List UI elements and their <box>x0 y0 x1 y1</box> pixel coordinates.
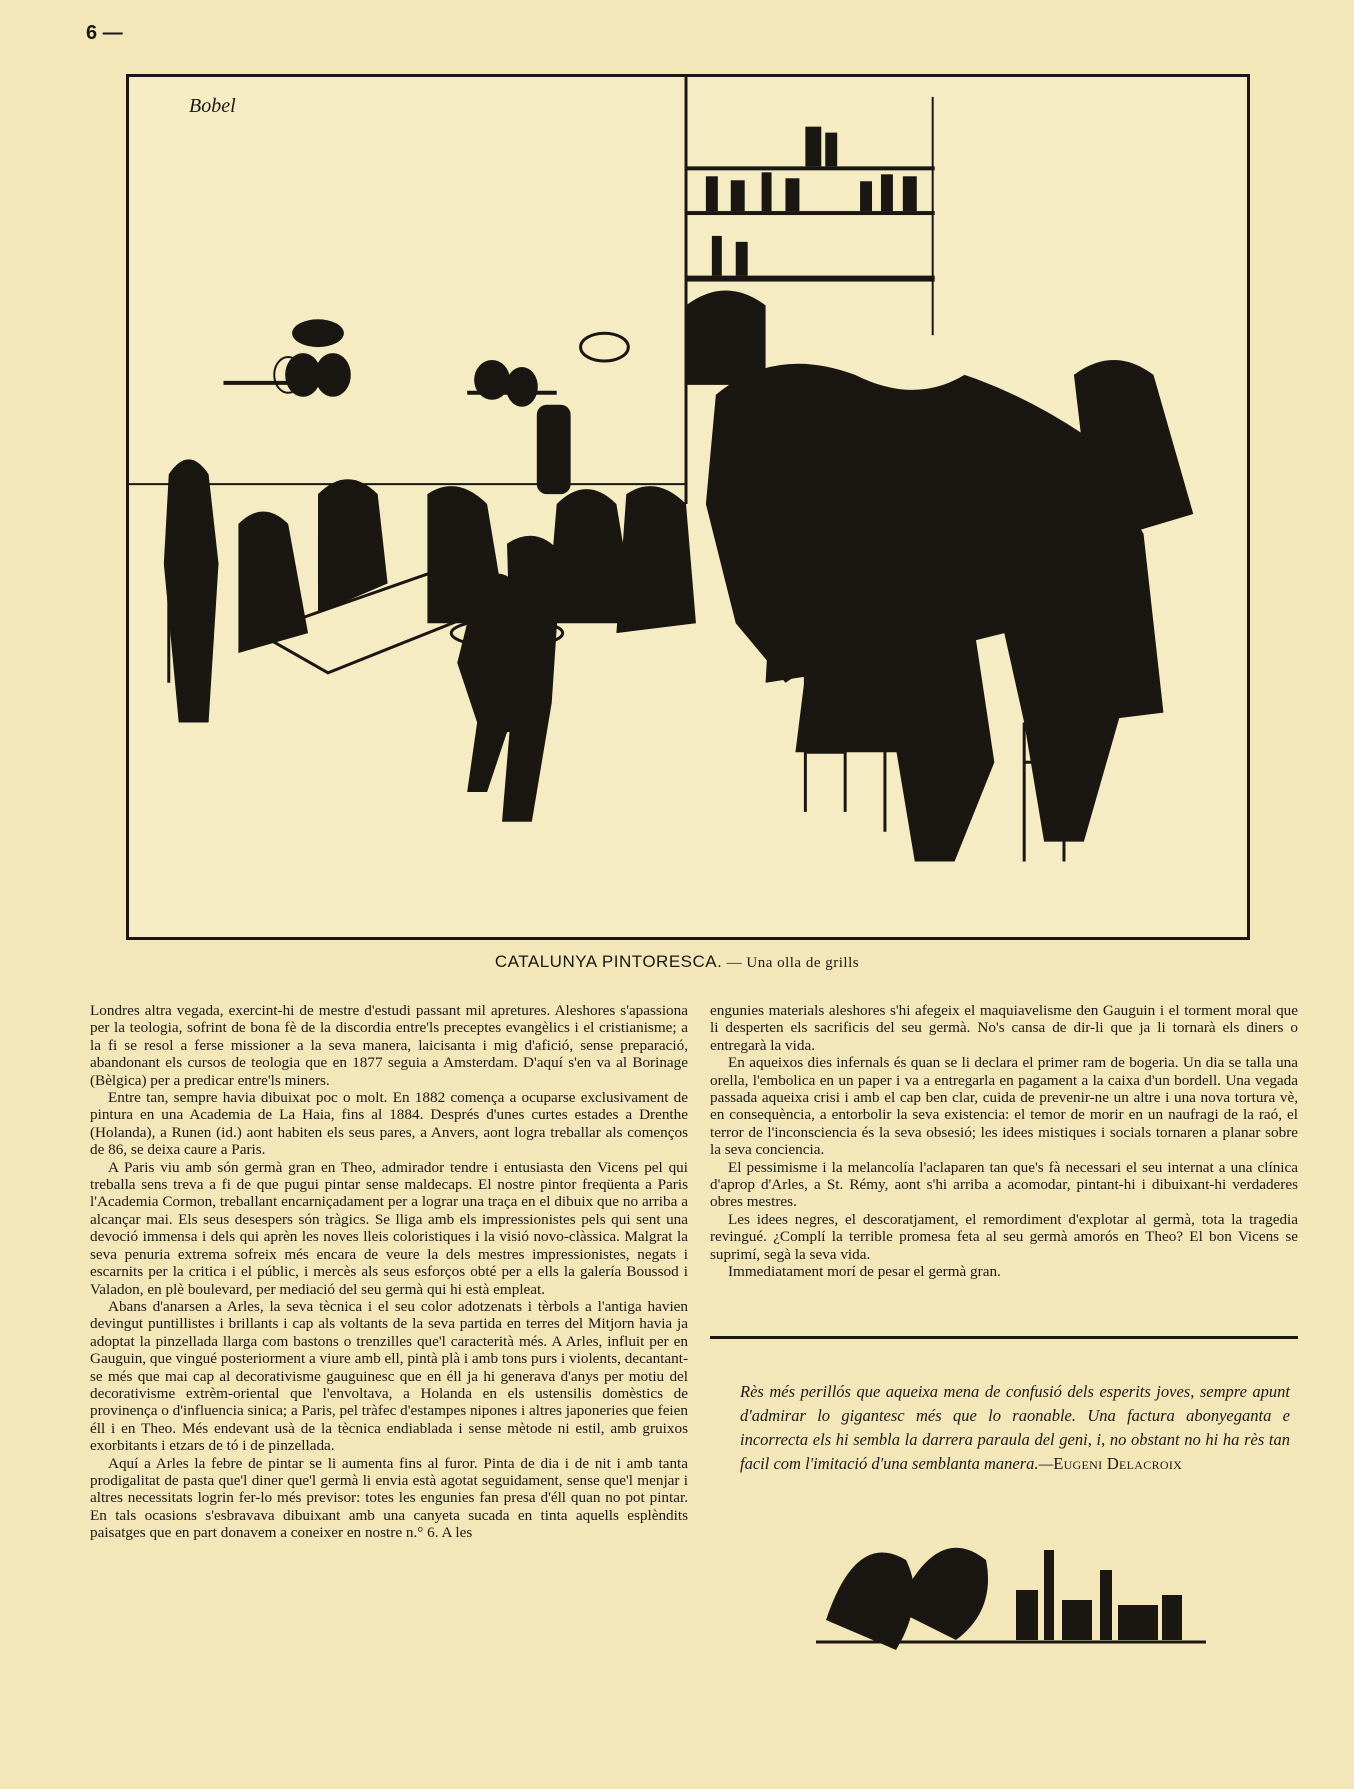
caption-separator: — <box>722 955 747 971</box>
illustration-caption <box>0 952 1354 972</box>
quote-author: Eugeni Delacroix <box>1053 1454 1183 1473</box>
paragraph: Londres altra vegada, exercint-hi de mestre d'estudi passant mil apretures. Aleshores s'apassiona per la teologia, sofrint de bona fè de la discordia entre'ls preceptes evangèlics i el cristianisme; a la fi se resol a ferse missioner a la seva manera, laicisanta i mig d'afició, sense preparació, abandonant els cursos de teologia que en 1877 seguia a Amsterdam. D'aquí s'en va al Borinage (Bèlgica) per a predicar entre'ls miners. <box>90 1002 688 1089</box>
paragraph: Entre tan, sempre havia dibuixat poc o molt. En 1882 comença a ocuparse exclusivament de pintura en una Academia de La Haia, fins al 1884. Després d'unes curtes estades a Drenthe (Holanda), a Runen (id.) aont habiten els seus pares, a Anvers, aont logra treballar als començos de 86, se deixa caure a Paris. <box>90 1089 688 1159</box>
cafe-scene-drawing <box>129 77 1247 937</box>
artist-signature: Bobel <box>189 95 236 117</box>
paragraph: engunies materials aleshores s'hi afegeix el maquiavelisme den Gauguin i el torment moral que li desperten els sacrificis del seu germà. No's cansa de dir-li que ja li tornarà els diners o entregarà la vida. <box>710 1002 1298 1054</box>
paragraph: Les idees negres, el descoratjament, el remordiment d'explotar al germà, tota la tragedia revingué. ¿Complí la terrible promesa feta al seu germà amorós en Theo? El bon Vicens se suprimí, segà la seva vida. <box>710 1210 1298 1263</box>
caption-title: CATALUNYA PINTORESCA. <box>494 952 723 971</box>
article-right-column <box>710 1002 1298 1281</box>
vignette-drawing <box>816 1510 1206 1650</box>
page-number: 6 — <box>86 22 123 44</box>
paragraph: En aqueixos dies infernals és quan se li declara el primer ram de bogeria. Un dia se talla una orella, l'embolica en un paper i va a entregarla en pagament a la caixa d'un bordell. Una vegada passada aqueixa crisi i amb el cap ben clar, cuida de prevenir-ne un altre i una nova tortura vè, en consequència, a entorbolir la seva existencia: el temor de morir en un naufragi de la raó, el terror de l'inconsciencia és la seva obsesió; les idees mistiques i socials tornaren a planar sobre la seva conciencia. <box>710 1054 1298 1159</box>
article-left-column <box>90 1002 688 1542</box>
caption-subtitle: Una olla de grills <box>746 955 860 971</box>
paragraph: Abans d'anarsen a Arles, la seva tècnica i el seu color adotzenats i tèrbols a l'antiga havien devingut puntillistes i brillants i cap als voltants de la seva partida en terres del Mitjorn havia ja adoptat la pinzellada llarga com bastons o trenzilles que'l caracterità més. A Arles, influit per en Gauguin, que vingué posteriorment a viure amb ell, pintà plà i amb tons purs i violents, decantant-se més que mai cap al decorativisme gauguinesc que en éll ja hi generava d'anys per motiu del decorativisme extrèm-oriental que l'envoltava, a Holanda en els ustensilis domèstics de provinença o d'influencia sinica; a Paris, pel tràfec d'estampes nipones i altres japoneries que feien éll i en Theo. Més endevant usà de la tècnica endiablada i sense mètode ni estil, amb gruixos exorbitants i etzars de tó i de pinzellada. <box>90 1297 688 1455</box>
section-divider <box>710 1336 1298 1339</box>
paragraph: A Paris viu amb són germà gran en Theo, admirador tendre i entusiasta den Vicens pel qui treballa sens treva a fi de que pugui pintar sense maldecaps. El nostre pintor freqüenta a Paris l'Academia Cormon, treballant encarniçadament per a lograr una traça en el dibuix que no arriba a alcançar mai. Els seus desespers són tràgics. Se lliga amb els impressionistes pels qui sent una devoció immensa i dels qui aprèn les noves lleis coloristiques i la visió novo-clàssica. Malgrat la seva penuria extrema sofreix més encara de veure la dels mestres impressionistes, negats i escarnits per la critica i el públic, i mercès als seus esforços obté per a ells la galería Boussod i Valadon, en plè boulevard, per mediació del seu germà qui hi està empleat. <box>90 1158 688 1298</box>
paragraph: El pessimisme i la melancolía l'aclaparen tan que's fà necessari el seu internat a una clínica d'aprop d'Arles, a St. Rémy, aont s'hi arriba a acomodar, pintant-hi i dibuixant-hi verdaderes obres mestres. <box>710 1158 1298 1211</box>
quote-text: Rès més perillós que aqueixa mena de confusió dels esperits joves, sempre apunt d'admirar lo gigantesc més que lo raonable. Una factura abonyeganta e incorrecta els hi sembla la darrera paraula del geni, i, no obstant no hi ha rès tan facil com l'imitació d'una semblanta manera.— <box>740 1382 1290 1473</box>
delacroix-quote <box>740 1380 1290 1476</box>
paragraph: Aquí a Arles la febre de pintar se li aumenta fins al furor. Pinta de dia i de nit i amb tanta prodigalitat de pasta que'l diner que'l germà li envia està agotat seguidament, sense que'l menjar i altres necessitats logrin fer-lo més previsor: totes les engunies fan presa d'éll quan no pot pintar. En tals ocasions s'esbravava dibuixant amb una canyeta sucada en tinta aquells esplèndits paisatges que en part donavem a coneixer en nostre n.° 6. A les <box>90 1454 688 1542</box>
paragraph: Immediatament morí de pesar el germà gran. <box>728 1263 1001 1281</box>
decorative-vignette <box>816 1510 1206 1650</box>
cafe-illustration <box>126 74 1250 940</box>
